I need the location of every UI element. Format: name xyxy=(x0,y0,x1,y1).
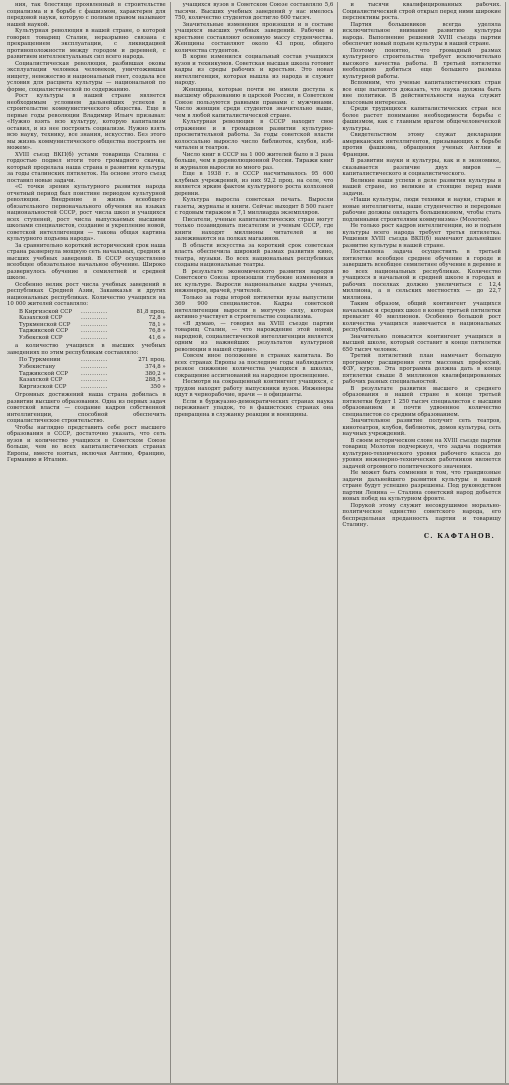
paragraph: Культурная революция в СССР находит свое отражение и в громадном развитии культурно-просветительной работы. За годы советской власти колоссально выросло число библиотек, клубов, изб-читален и театров. xyxy=(174,119,334,151)
paragraph: Если в буржуазно-демократических странах наука переживает упадок, то в фашистских странах она превращена в служанку реакции и военщины. xyxy=(174,398,334,418)
paragraph: Культурная революция в нашей стране, о которой говорил товарищ Сталин, неразрывно связана с прекращением эксплуатации, с ликвидацией противоположности между городом и деревней, с развитием интеллектуальных сил всего народа. xyxy=(7,28,166,60)
table-cell-value: 81,8 проц. xyxy=(136,308,166,315)
paragraph: Несмотря на сокращенный контингент учащихся, с трудом находят работу выпускники вузов. Инженеры идут в чернорабочие, врачи — в официанты. xyxy=(174,379,334,398)
table-cell-value: 380,2 » xyxy=(145,370,166,377)
paragraph: Только за годы второй пятилетки вузы выпустили 369 900 специалистов. Кадры советской интеллигенции выросли в могучую силу, которая активно участвует в строительстве социализма. xyxy=(174,294,334,320)
paragraph: Не только рост кадров интеллигенции, но и подъем культуры всего народа требует третья пятилетка. Решения XVIII съезда ВКП(б) намечают дальнейшее развитие культуры в нашей стране. xyxy=(342,223,502,249)
paragraph: Вспомним, что ученые капиталистических стран все еще пытаются доказать, что наука должна быть вне политики. В действительности наука служит классовым интересам. xyxy=(342,80,502,106)
table-cell-name: По Туркмении xyxy=(19,357,61,364)
paragraph: Значительное развитие получит сеть театров, кинотеатров, клубов, библиотек, домов культуры, сеть научных учреждений. xyxy=(342,418,502,437)
paragraph: Особенно велик рост числа учебных заведений в республиках Средней Азии, Закавказья и других национальных республиках. Количество учащихся на 10 000 жителей составляло: xyxy=(7,281,166,307)
paragraph: В корне изменился социальный состав учащихся вузов и техникумов. Советская высшая школа готовит кадры из среды рабочих и крестьян. Это новая интеллигенция, которая вышла из народа и служит народу. xyxy=(174,54,334,86)
paragraph: ния, так блестяще проявленный в строительстве социализма и в борьбе с фашизмом, характерен для передовой науки, которую с полным правом называют нашей наукой. xyxy=(7,2,166,28)
table-cell-value: 350 » xyxy=(150,383,166,390)
paragraph: Еще в 1938 г. в СССР насчитывалось 95 600 клубных учреждений, из них 92,2 проц. на селе, что является ярким фактом культурного роста колхозной деревни. xyxy=(174,171,334,197)
table-row: По Туркмении ............ 271 проц. xyxy=(19,357,166,364)
paragraph: В результате развития высшего и среднего образования в нашей стране в конце третьей пятилетки будет 1 250 тысяч специалистов с высшим образованием и почти удвоенное количество специалистов со средним образованием. xyxy=(342,385,502,418)
paragraph: и тысячи квалифицированных рабочих. Социалистический строй открыл перед ними широкие перспективы роста. xyxy=(342,2,502,21)
paragraph: Поставлена задача осуществить в третьей пятилетке всеобщее среднее обучение в городе и завершить всеобщее семилетнее обучение в деревне и во всех национальных республиках. Количество учащихся в начальной и средней школе в городах и рабочих поселках должно увеличиться с 12,4 миллиона, а в сельских местностях — до 22,7 миллиона. xyxy=(342,249,502,301)
table-cell-name: В Киргизской ССР xyxy=(19,308,73,315)
table-cell-value: 288,5 » xyxy=(145,377,166,384)
paragraph: Третий пятилетний план намечает большую программу расширения сети массовых профессий, ФЗУ, курсов. Эта программа должна дать в конце пятилетки свыше 8 миллионов квалифицированных рабочих разных специальностей. xyxy=(342,353,502,385)
table-cell-name: Узбекистану xyxy=(19,364,56,371)
statistics-table-1 xyxy=(19,309,166,342)
paragraph: учащихся вузов в Советском Союзе составляло 5,6 тысячи. Высших учебных заведений у нас имелось 750, количество студентов достигло 600 тысяч. xyxy=(174,2,334,21)
paragraph: Таким образом, общий контингент учащихся начальных и средних школ в конце третьей пятилетки превысит 40 миллионов. Особенно большой рост количества учащихся намечается в национальных республиках. xyxy=(342,301,502,333)
column-2 xyxy=(171,2,339,1085)
table-cell-value: 374,8 » xyxy=(145,364,166,371)
author-signature: С. КАФТАНОВ. xyxy=(423,531,496,540)
table-cell-name: Таджикской ССР xyxy=(19,370,68,377)
paragraph: Свидетельством этому служат декларации американских интеллигентов, призывающих к борьбе против фашизма, обращения ученых Англии и Франции. xyxy=(342,132,502,158)
paragraph: Культура выросла советская печать. Выросли газеты, журналы и книги. Сейчас выходит 8 500 газет с годовым тиражом в 7,1 миллиарда экземпляров. xyxy=(174,197,334,216)
table-row: Киргизской ССР ............ 350 » xyxy=(19,383,166,390)
paragraph: Чтобы наглядно представить себе рост высшего образования в СССР, достаточно указать, что сеть вузов и количество учащихся в Советском Союзе больше, чем во всех капиталистических странах Европы, вместе взятых, включая Англию, Францию, Германию и Италию. xyxy=(7,424,166,464)
paragraph: Писатели, ученые капиталистических стран могут только позавидовать писателям и ученым СССР, где книги находят миллионы читателей и не залеживаются на полках магазинов. xyxy=(174,216,334,242)
table-cell-name: Казахской ССР xyxy=(19,315,63,322)
table-row: Таджикской ССР ............ 380,2 » xyxy=(19,370,166,377)
table-cell-name: Туркменской ССР xyxy=(19,321,71,328)
table-cell-value: 271 проц. xyxy=(138,357,166,364)
paragraph: В своем историческом слове на XVIII съезде партии товарищ Молотов подчеркнул, что задача поднятия культурно-технического уровня рабочего класса до уровня инженерно-технических работников является задачей огромного политического значения. xyxy=(342,437,502,470)
paragraph: а количество учащихся в высших учебных заведениях по этим республикам составляло: xyxy=(7,343,166,356)
paragraph: За сравнительно короткий исторический срок наша страна развернула мощную сеть начальных, средних и высших учебных заведений. В СССР осуществлено всеобщее обязательное начальное обучение. Широко развернулось обучение в семилетней и средней школе. xyxy=(7,242,166,281)
paragraph: XVIII съезд ВКП(б) устами товарища Сталина с гордостью подвел итоги того громадного скачка, который проделала наша страна в развитии культуры за годы сталинских пятилеток. На основе этого съезд поставил новые задачи. xyxy=(7,151,166,184)
quote: «С точки зрения культурного развития народа отчетный период был поистине периодом культурной революции. Внедрение в жизнь всеобщего обязательного первоначального обучения на языках национальностей СССР, рост числа школ и учащихся всех ступеней, рост числа выпускаемых высшими школами специалистов, создание и укрепление новой, советской интеллигенции — такова общая картина культурного подъема народа». xyxy=(7,184,166,242)
paragraph: Женщины, которые почти не имели доступа к высшему образованию в царской России, в Советском Союзе пользуются равными правами с мужчинами. Число женщин среди студентов значительно выше, чем в любой капиталистической стране. xyxy=(174,86,334,119)
paragraph: Значительные изменения произошли и в составе учащихся высших учебных заведений. Рабочие и крестьяне составляют основную массу студенчества. Женщины составляют около 43 проц. общего количества студентов. xyxy=(174,21,334,54)
table-row: Узбекистану ............ 374,8 » xyxy=(19,364,166,371)
table-cell-name: Киргизской ССР xyxy=(19,383,67,390)
statistics-table-2 xyxy=(19,357,166,390)
paragraph: Социалистическая революция, разбившая оковы эксплуатации человека человеком, уничтожившая нищету, невежество и национальный гнет, создала все условия для расцвета культуры — национальной по форме, социалистической по содержанию. xyxy=(7,60,166,93)
paragraph: В развитии науки и культуры, как и в экономике, сказывается различие двух миров — капиталистического и социалистического. xyxy=(342,158,502,177)
table-cell-value: 76,8 » xyxy=(148,328,166,335)
paragraph: Великие наши успехи в деле развития культуры в нашей стране, но великие и стоящие перед нами задачи. xyxy=(342,177,502,197)
table-row: Таджикской ССР ............ 76,8 » xyxy=(19,328,166,335)
table-cell-value: 41,6 » xyxy=(148,334,166,341)
table-row: Казахской ССР ............ 288,5 » xyxy=(19,377,166,384)
paragraph: Число книг в СССР на 1 000 жителей было в 3 раза больше, чем в дореволюционной России. Тиражи книг и журналов выросли во много раз. xyxy=(174,151,334,171)
paragraph: Партия большевиков всегда уделяла исключительное внимание развитию культуры народа. Выполнение решений XVIII съезда партии обеспечит новый подъем культуры в нашей стране. xyxy=(342,21,502,47)
paragraph: Огромных достижений наша страна добилась в развитии высшего образования. Одна из первых задач советской власти — создание кадров собственной интеллигенции, способной обеспечить социалистическое строительство. xyxy=(7,392,166,425)
paragraph: Совсем иное положение в странах капитала. Во всех странах Европы за последние годы наблюдается резкое снижение количества учащихся в школах, сокращение ассигнований на народное просвещение. xyxy=(174,353,334,379)
paragraph: Значительно повысится контингент учащихся в высшей школе, который составит в конце пятилетки 650 тысяч человек. xyxy=(342,333,502,353)
table-row: Казахской ССР ............ 72,8 » xyxy=(19,315,166,322)
quote: «Наши культуры, люди техники и науки, старые и новые интеллигенты, наше студенчество и передовые рабочие должны овладеть большевизмом, чтобы стать подлинными строителями коммунизма» (Молотов). xyxy=(342,197,502,223)
table-cell-value: 78,1 » xyxy=(148,321,166,328)
column-3 xyxy=(338,2,506,1085)
paragraph: Рост культуры в нашей стране является необходимым условием дальнейших успехов в строительстве коммунистического общества. Еще в первые годы революции Владимир Ильич призывал: «Нужно взять всю культуру, которую капитализм оставил, и из нее построить социализм. Нужно взять всю науку, технику, все знания, искусство. Без этого мы жизнь коммунистического общества построить не можем». xyxy=(7,93,166,151)
paragraph: Среди трудящихся капиталистических стран все более растет понимание необходимости борьбы с фашизмом, как с главным врагом общечеловеческой культуры. xyxy=(342,106,502,132)
paragraph: Порукой этому служит несокрушимое морально-политическое единство советского народа, его беспредельная преданность партии и товарищу Сталину. xyxy=(342,502,502,528)
table-cell-name: Узбекской ССР xyxy=(19,334,63,341)
table-cell-value: 72,8 » xyxy=(148,315,166,322)
quote: «Я думаю, — говорил на XVIII съезде партии товарищ Сталин, — что нарождение этой новой, народной, социалистической интеллигенции является одним из важнейших результатов культурной революции в нашей стране». xyxy=(174,320,334,353)
table-row: Туркменской ССР ............ 78,1 » xyxy=(19,321,166,328)
table-row: В Киргизской ССР ............ 81,8 проц. xyxy=(19,308,166,315)
paragraph: Не может быть сомнения в том, что грандиозные задачи дальнейшего развития культуры в нашей стране будут успешно разрешены. Под руководством партии Ленина — Сталина советский народ добьется новых побед на культурном фронте. xyxy=(342,470,502,502)
table-cell-name: Таджикской ССР xyxy=(19,328,68,335)
column-1 xyxy=(3,2,171,1085)
paragraph: В результате экономического развития народов Советского Союза произошли глубокие изменения в их культуре. Выросли национальные кадры ученых, инженеров, врачей, учителей. xyxy=(174,268,334,294)
table-row: Узбекской ССР ............ 41,6 » xyxy=(19,334,166,341)
table-cell-name: Казахской ССР xyxy=(19,377,63,384)
paragraph: Поэтому понятно, что громадный размах культурного строительства требует исключительно высокого качества работы. В третьей пятилетке необходимо добиться еще большего размаха культурной работы. xyxy=(342,47,502,80)
paragraph: В области искусства за короткий срок советская власть обеспечила широкий размах развития кино, театра, музыки. Во всех национальных республиках созданы национальные театры. xyxy=(174,242,334,268)
